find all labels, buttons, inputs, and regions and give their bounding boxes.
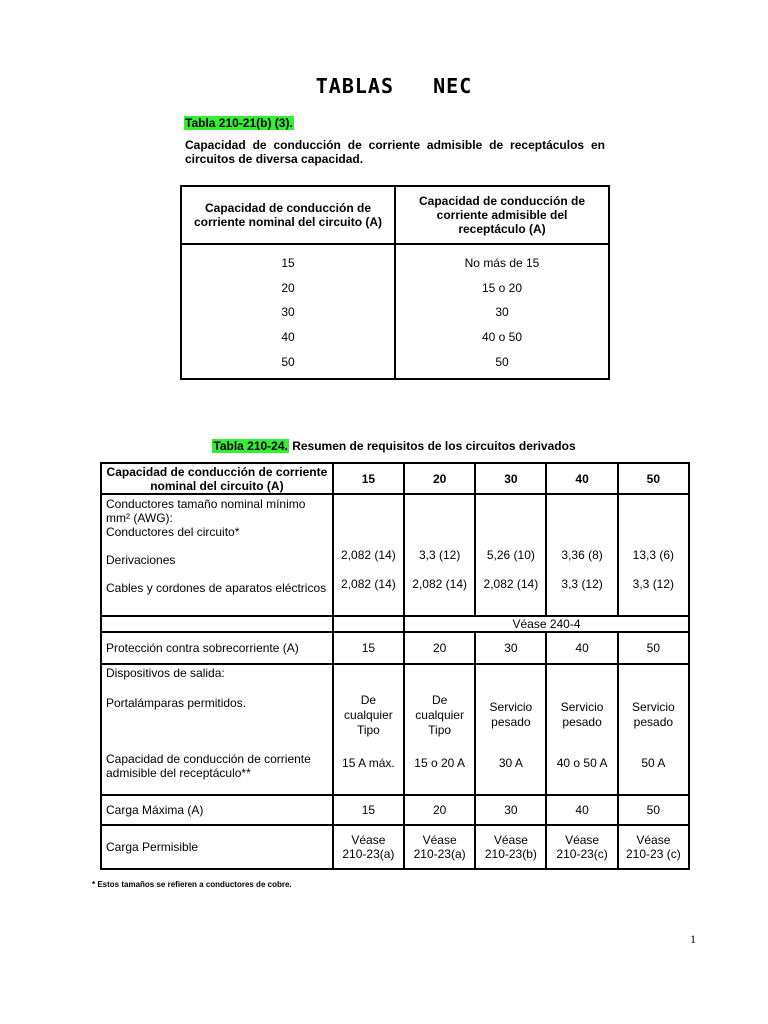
cables-label: Cables y cordones de aparatos eléctricos: [106, 581, 327, 595]
portalamparas-label: Portalámparas permitidos.: [106, 696, 247, 710]
table2-row-dispositivos: [101, 664, 689, 795]
table1-header-receptacle: Capacidad de conducción de corriente admisible del receptáculo (A): [395, 186, 609, 244]
proteccion-value: 15: [333, 632, 404, 664]
table2-caption: [0, 439, 768, 453]
cables-value: 3,3 (12): [561, 576, 603, 591]
capacidad-receptaculo-value: 15 o 20 A: [414, 756, 465, 770]
page-number: 1: [690, 932, 696, 946]
table2-row-vease: [101, 616, 689, 632]
table1-row: [181, 349, 609, 379]
conductores-cell: [333, 494, 404, 616]
table1-circuit-value: 40: [281, 330, 295, 345]
carga-permisible-label: Carga Permisible: [101, 825, 333, 869]
capacidad-receptaculo-value: 15 A máx.: [342, 756, 395, 770]
capacidad-receptaculo-value: 50 A: [641, 756, 666, 770]
table2-row-proteccion: [101, 632, 689, 664]
dispositivos-cell: [475, 664, 546, 795]
derivaciones-value: 5,26 (10): [486, 547, 535, 562]
proteccion-label: Protección contra sobrecorriente (A): [101, 632, 333, 664]
portalamparas-value: De cualquier Tipo: [415, 692, 464, 737]
conductores-label: Conductores tamaño nominal mínimo mm² (AWG):: [106, 497, 306, 525]
table2-row-carga-maxima: [101, 795, 689, 825]
conductores-cell: [404, 494, 475, 616]
vease-empty-cell: [333, 616, 404, 632]
document-title: TABLAS NEC: [315, 74, 473, 98]
table2-header-row: [101, 463, 689, 494]
carga-permisible-value: Véase 210-23 (c): [618, 825, 689, 869]
portalamparas-value: Servicio pesado: [560, 700, 604, 729]
table1-receptacle-value: 30: [395, 300, 609, 325]
table2-label: Tabla 210-24.: [213, 439, 288, 453]
carga-maxima-label: Carga Máxima (A): [101, 795, 333, 825]
derivaciones-label: Derivaciones: [106, 553, 176, 567]
dispositivos-cell: [333, 664, 404, 795]
carga-maxima-value: 40: [546, 795, 617, 825]
cables-value: 3,3 (12): [632, 576, 675, 591]
portalamparas-value: Servicio pesado: [489, 700, 533, 729]
capacidad-receptaculo-label: Capacidad de conducción de corriente admisible del receptáculo**: [106, 752, 311, 780]
table2-header-first: Capacidad de conducción de corriente nominal del circuito (A): [101, 463, 333, 494]
table1-circuit-value: 30: [281, 305, 295, 320]
capacidad-receptaculo-value: 30 A: [498, 756, 523, 770]
proteccion-value: 40: [546, 632, 617, 664]
table1-receptacle-value: 50: [395, 349, 609, 379]
derivaciones-value: 2,082 (14): [341, 547, 396, 562]
table1-row: [181, 325, 609, 350]
portalamparas-value: De cualquier Tipo: [344, 692, 393, 737]
footnote: * Estos tamaños se refieren a conductores de cobre.: [92, 880, 292, 889]
carga-maxima-value: 30: [475, 795, 546, 825]
dispositivos-cell: [546, 664, 617, 795]
table2-header-col: 50: [618, 463, 689, 494]
table1-body: [181, 244, 609, 379]
table2-row-conductores: [101, 494, 689, 616]
conductores-label-cell: [101, 494, 333, 616]
table1-row: [181, 276, 609, 301]
table1-label-wrap: [184, 116, 294, 130]
portalamparas-value: Servicio pesado: [632, 700, 675, 729]
vease-240-cell: Véase 240-4: [404, 616, 689, 632]
table2-header-col: 15: [333, 463, 404, 494]
table2-header-col: 40: [546, 463, 617, 494]
table2-header-col: 30: [475, 463, 546, 494]
table1-row: [181, 244, 609, 276]
cables-value: 2,082 (14): [412, 576, 467, 591]
proteccion-value: 30: [475, 632, 546, 664]
table1-header-row: [181, 186, 609, 244]
table-210-21: [180, 185, 610, 380]
dispositivos-cell: [404, 664, 475, 795]
dispositivos-label: Dispositivos de salida:: [106, 666, 225, 680]
table1-circuit-value: 15: [281, 256, 295, 271]
table1-row: [181, 300, 609, 325]
carga-permisible-value: Véase 210-23(c): [546, 825, 617, 869]
carga-permisible-value: Véase 210-23(a): [404, 825, 475, 869]
proteccion-value: 50: [618, 632, 689, 664]
derivaciones-value: 3,36 (8): [561, 547, 603, 562]
vease-empty-cell: [101, 616, 333, 632]
conductores-circuito-label: Conductores del circuito*: [106, 525, 240, 539]
table2-caption-text: Resumen de requisitos de los circuitos derivados: [288, 439, 576, 453]
table1-receptacle-value: 40 o 50: [395, 325, 609, 350]
derivaciones-value: 3,3 (12): [418, 547, 461, 562]
capacidad-receptaculo-value: 40 o 50 A: [556, 756, 608, 770]
dispositivos-cell: [618, 664, 689, 795]
carga-maxima-value: 20: [404, 795, 475, 825]
table1-receptacle-value: 15 o 20: [395, 276, 609, 301]
table1-circuit-value: 20: [281, 280, 295, 295]
table2-row-carga-permisible: [101, 825, 689, 869]
carga-maxima-value: 50: [618, 795, 689, 825]
dispositivos-label-cell: [101, 664, 333, 795]
conductores-cell: [618, 494, 689, 616]
table1-circuit-value: 50: [281, 354, 295, 369]
conductores-cell: [546, 494, 617, 616]
conductores-cell: [475, 494, 546, 616]
carga-maxima-value: 15: [333, 795, 404, 825]
proteccion-value: 20: [404, 632, 475, 664]
table1-header-circuit: Capacidad de conducción de corriente nominal del circuito (A): [181, 186, 395, 244]
table1-caption: Capacidad de conducción de corriente admisible de receptáculos en circuitos de diversa capacidad.: [185, 138, 605, 166]
cables-value: 2,082 (14): [341, 576, 396, 591]
table1-receptacle-value: No más de 15: [395, 244, 609, 276]
derivaciones-value: 13,3 (6): [632, 547, 675, 562]
carga-permisible-value: Véase 210-23(a): [333, 825, 404, 869]
table-210-24: [100, 462, 690, 870]
table2-header-col: 20: [404, 463, 475, 494]
table1-label: Tabla 210-21(b) (3).: [185, 116, 293, 130]
cables-value: 2,082 (14): [483, 576, 539, 591]
carga-permisible-value: Véase 210-23(b): [475, 825, 546, 869]
